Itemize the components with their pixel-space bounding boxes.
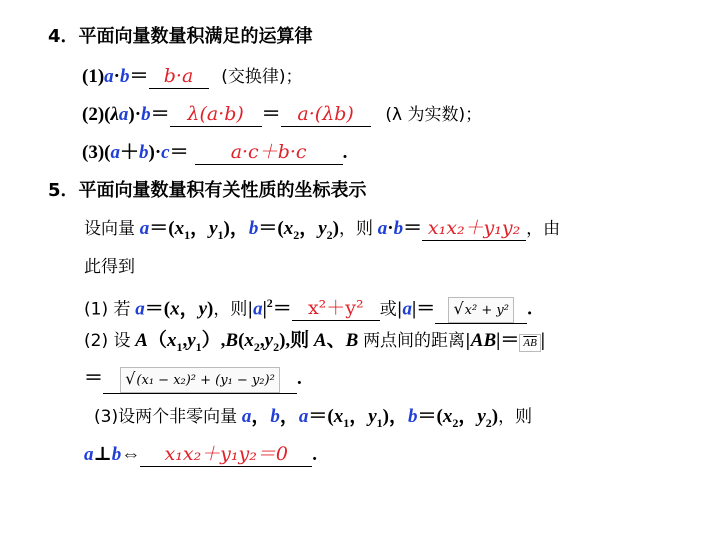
- section-5-number: 5．: [48, 180, 79, 201]
- property-2: (2) 设 $A(x_1,y_1),B(x_2,y_2)$,则 A、B 两点间的距离$|AB|= \overline{AB}$ |: [84, 330, 545, 354]
- rule-2-note: (λ 为实数)；: [385, 105, 483, 125]
- coord-intro-text: 设向量: [84, 219, 135, 239]
- rule-2: (2)(λa)·b＝ λ(a·b) ＝ a·(λb) (λ 为实数)；: [82, 103, 483, 125]
- property-2-result: ＝ √ (x₁ − x₂)² + (y₁ − y₂)² .: [84, 366, 302, 394]
- property-1-or: 或|: [379, 299, 403, 320]
- section-4-heading: [48, 24, 313, 50]
- derive-text: 此得到: [84, 257, 135, 277]
- property-3: (3)设两个非零向量 a，b，$a=(x_1$，$y_1$)，$b=(x_2$，$y_2$)，则: [94, 406, 533, 430]
- distance-formula: √ (x₁ − x₂)² + (y₁ − y₂)²: [120, 367, 280, 393]
- dot-product-blank: [422, 217, 526, 241]
- rule-1-blank: [149, 65, 209, 89]
- length-squared-answer: x²＋y²: [307, 297, 364, 320]
- rule-1-answer: b·a: [163, 65, 194, 87]
- section-5-heading: [48, 178, 367, 204]
- property-1: (1) 若 a＝(x，y)，则$|a|^2= x^2+y^2$ 或|a|＝ √ x² + y² .: [84, 290, 532, 324]
- rule-3-prefix: (3)(: [82, 142, 111, 163]
- property-3-result: a⊥b⇔ x₁x₂＋y₁y₂＝0 .: [84, 443, 317, 465]
- property-2-text: 两点间的距离|: [363, 331, 471, 351]
- coord-intro: 设向量 $a=(x_1$，$y_1$)，$b=(x_2$，$y_2$)，则 a·b＝ x₁x₂＋y₁y₂ ，由: [84, 217, 561, 242]
- section-4-number: 4．: [48, 26, 79, 47]
- perpendicular-answer: x₁x₂＋y₁y₂＝0: [164, 443, 288, 465]
- rule-3-blank: [195, 141, 343, 165]
- rule-3: (3)(a＋b)·c＝ a·c＋b·c .: [82, 141, 348, 163]
- distance-blank: [103, 367, 297, 394]
- rule-2-prefix: (2)(: [82, 104, 111, 125]
- length-squared-blank: [292, 297, 380, 321]
- rule-3-answer: a·c＋b·c: [230, 141, 307, 163]
- section-4-title: 平面向量数量积满足的运算律: [78, 26, 313, 47]
- length-formula: √ x² + y²: [448, 297, 513, 323]
- rule-2-answer-1: λ(a·b): [187, 103, 244, 125]
- property-1-prefix: (1) 若: [84, 299, 131, 320]
- property-2-prefix: (2) 设: [84, 331, 131, 351]
- rule-1-prefix: (1): [82, 66, 105, 87]
- rule-2-blank-1: [170, 103, 262, 127]
- coord-intro-you: ，由: [526, 219, 561, 239]
- coord-intro-then: ，则: [338, 219, 373, 239]
- property-3-then: ，则: [498, 407, 533, 427]
- rule-1-law: (交换律)；: [221, 67, 303, 87]
- dot-product-answer: x₁x₂＋y₁y₂: [427, 217, 521, 239]
- vector-ab-image: $\overline{AB}$: [519, 334, 540, 352]
- rule-1: (1)a·b＝ b·a (交换律)；: [82, 65, 303, 87]
- property-3-prefix: (3)设两个非零向量: [94, 407, 238, 427]
- property-1-then: ，则|: [213, 299, 254, 320]
- length-blank: [435, 297, 527, 324]
- section-5-title: 平面向量数量积有关性质的坐标表示: [78, 180, 367, 201]
- rule-2-blank-2: [281, 103, 371, 127]
- perpendicular-blank: [140, 443, 312, 467]
- rule-2-answer-2: a·(λb): [297, 103, 354, 125]
